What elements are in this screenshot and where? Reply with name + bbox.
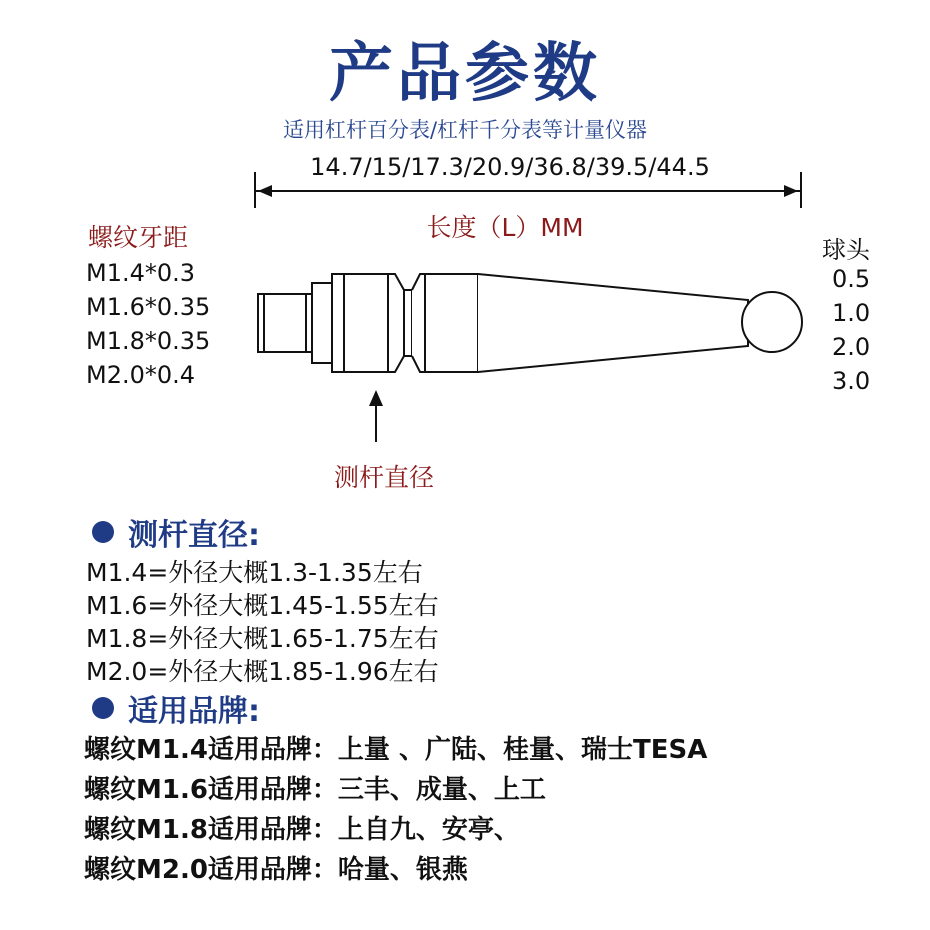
dimension-arrow-left [258,185,272,197]
thread-pitch-heading: 螺纹牙距 [88,223,189,252]
taper [478,274,748,372]
collar [312,283,332,363]
brand-list [84,730,707,890]
shank-body [332,274,404,372]
ball-head-item: 1.0 [832,299,871,327]
thread-pitch-list [86,256,210,392]
brand-section-heading [92,686,260,730]
thread-pitch-item: M1.6*0.35 [86,293,211,321]
stem-section-title: 测杆直径: [128,518,260,553]
shank-groove [404,290,412,356]
ball-head-heading: 球头 [822,236,870,264]
ball-head-item: 2.0 [832,333,871,361]
brand-item: 螺纹M1.6适用品牌：三丰、成量、上工 [84,775,546,805]
shank-body-2 [412,274,478,372]
stem-diameter-item: M2.0=外径大概1.85-1.96左右 [86,657,439,686]
pointer-arrow-head [369,390,383,406]
stem-diameter-list [86,556,439,688]
bullet-icon [92,521,114,543]
length-label: 长度（L）MM [426,213,584,242]
dimension-arrow-right [784,185,798,197]
thread-pitch-item: M1.8*0.35 [86,327,211,355]
thread-pitch-item: M1.4*0.3 [86,259,196,287]
page-subtitle: 适用杠杆百分表/杠杆千分表等计量仪器 [282,118,648,142]
thread-section [258,294,312,352]
stem-diameter-item: M1.6=外径大概1.45-1.55左右 [86,591,439,620]
thread-pitch-item: M2.0*0.4 [86,361,196,389]
brand-section-title: 适用品牌: [128,694,260,729]
ball-head-list [832,262,870,398]
ball-head-item: 3.0 [832,367,871,395]
stem-diameter-label: 测杆直径 [334,463,435,492]
page-title: 产品参数 [329,37,601,111]
bullet-icon [92,697,114,719]
stem-section-heading [92,510,260,554]
brand-item: 螺纹M2.0适用品牌：哈量、银燕 [84,855,468,885]
stem-diameter-item: M1.4=外径大概1.3-1.35左右 [86,558,423,587]
brand-item: 螺纹M1.4适用品牌：上量 、广陆、桂量、瑞士TESA [84,735,708,765]
stem-diameter-item: M1.8=外径大概1.65-1.75左右 [86,624,439,653]
length-values: 14.7/15/17.3/20.9/36.8/39.5/44.5 [310,153,710,181]
ball-tip [742,292,802,352]
ball-head-item: 0.5 [832,265,871,293]
brand-item: 螺纹M1.8适用品牌：上自九、安亭、 [84,815,520,845]
